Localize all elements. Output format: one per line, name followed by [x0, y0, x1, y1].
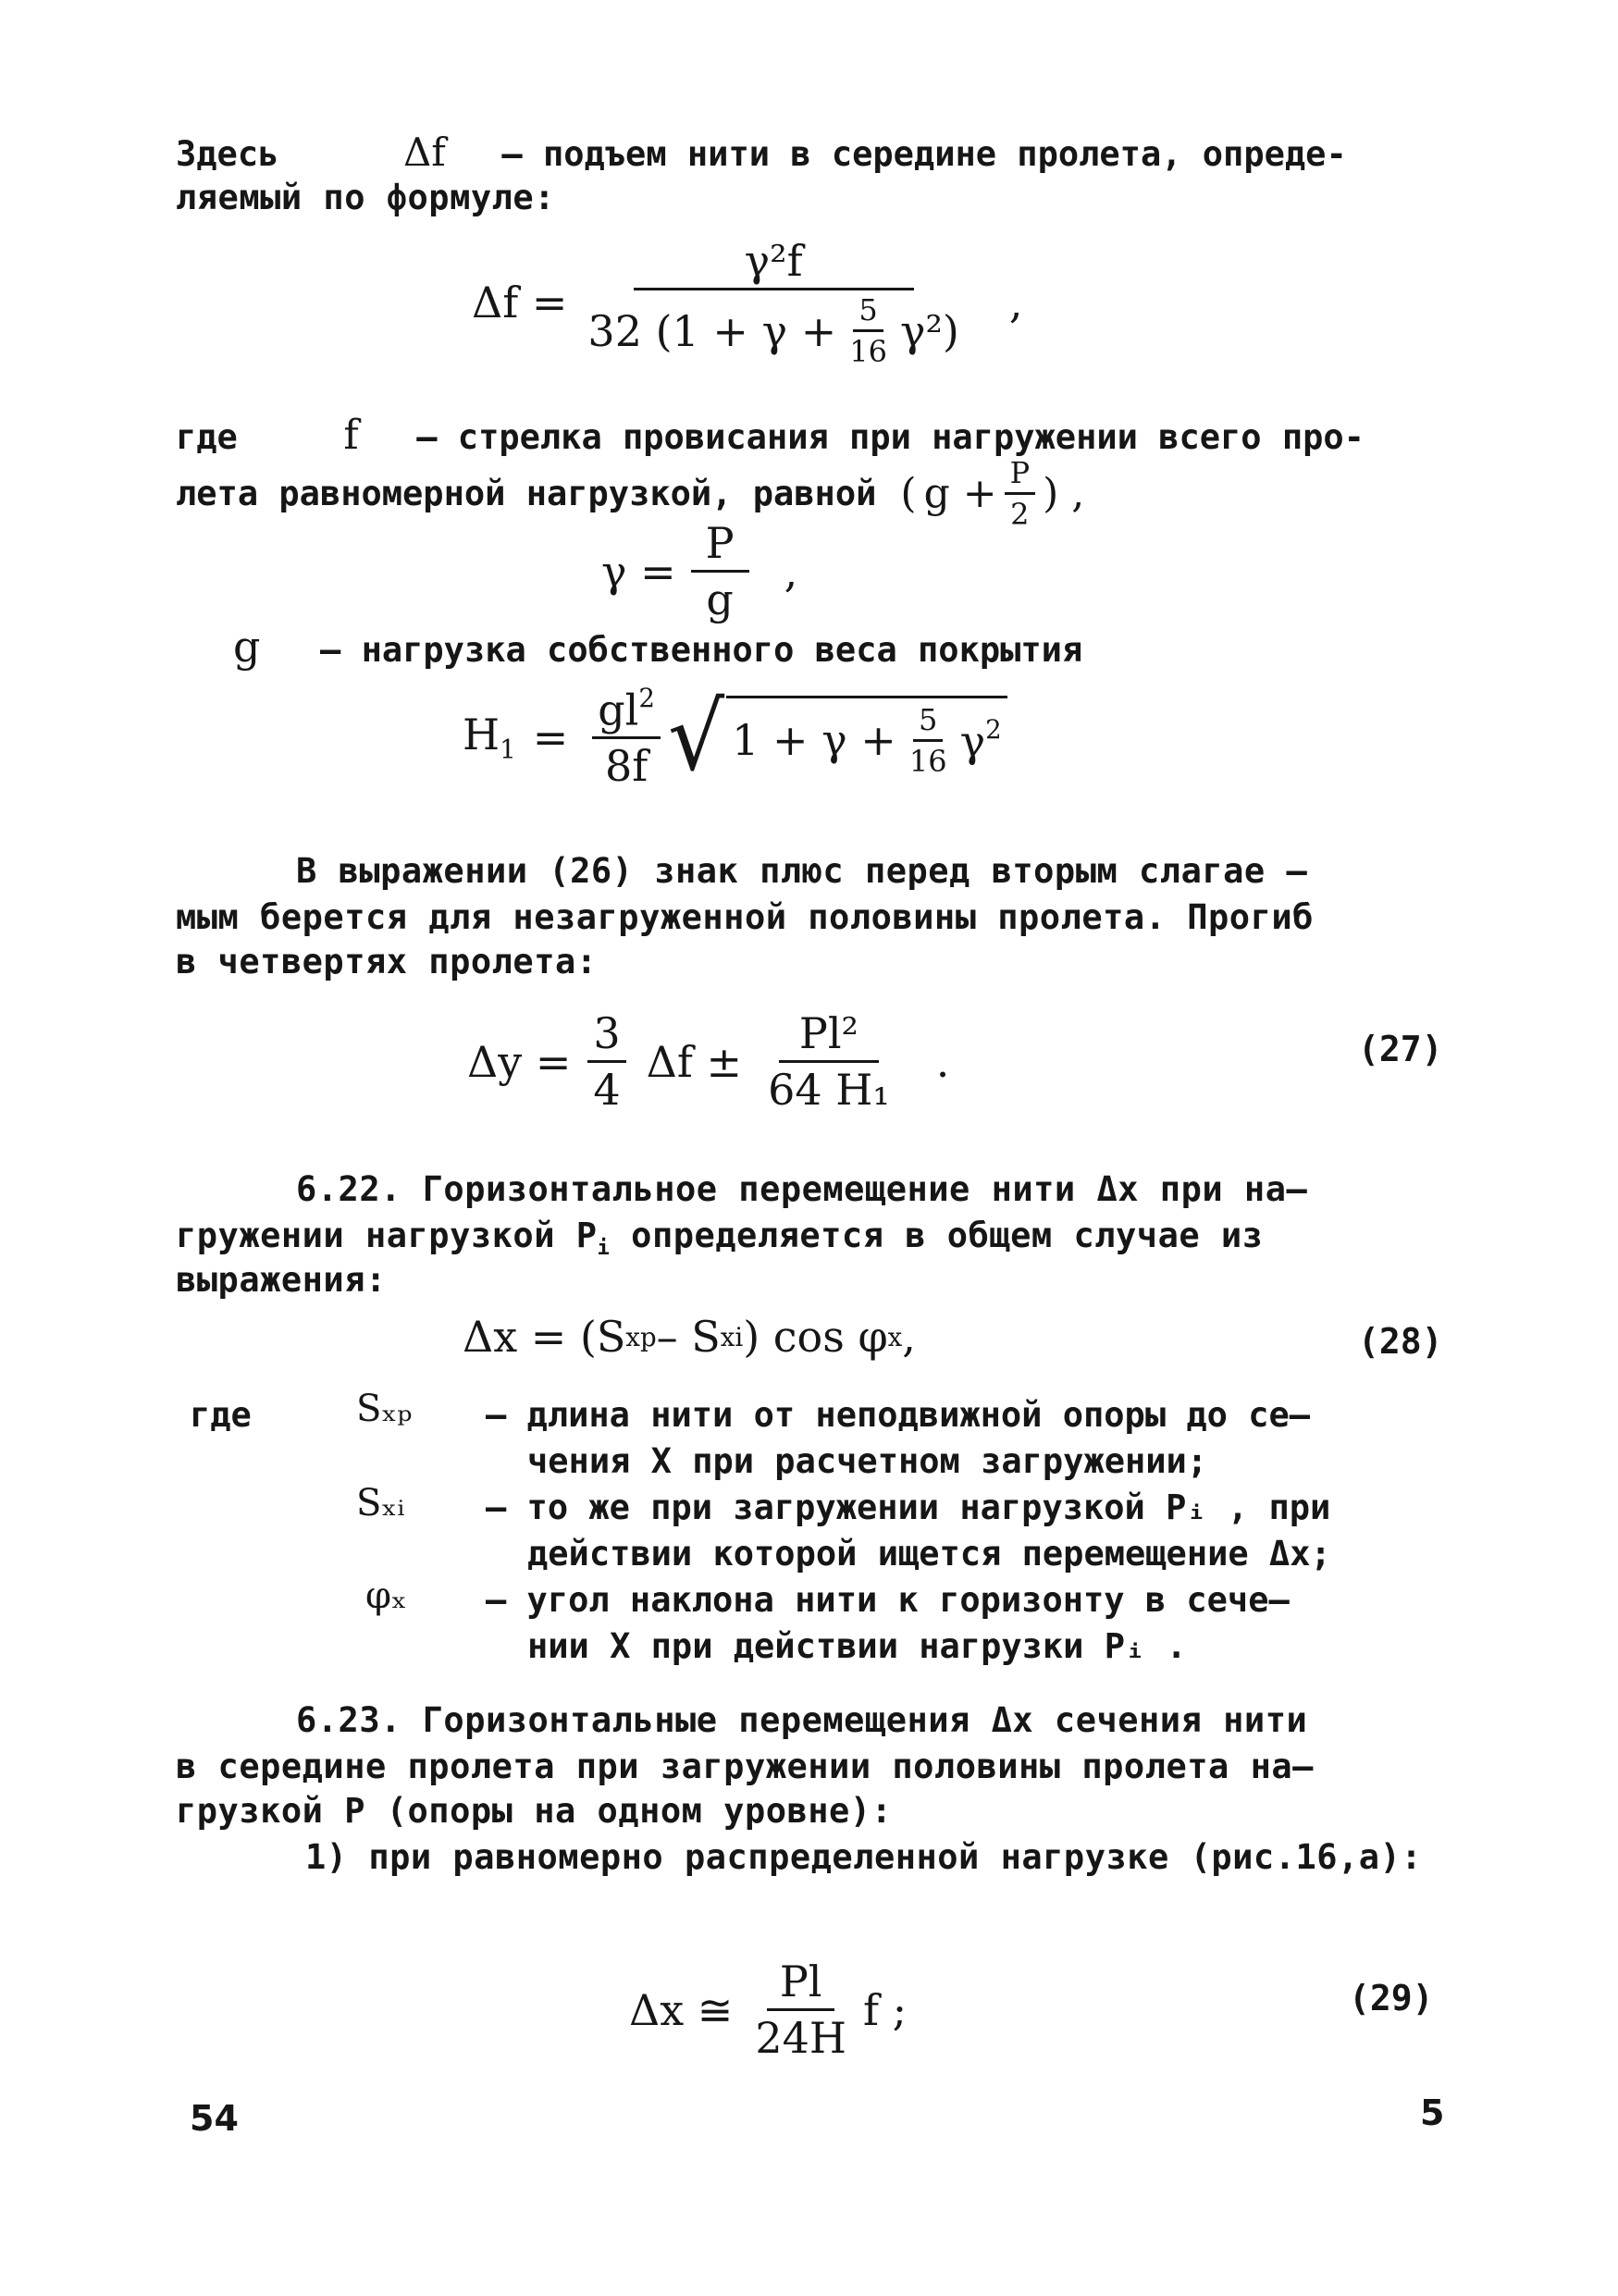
para5-line2 — [176, 1216, 1263, 1260]
formula-27-frac2-den: 64 H₁ — [768, 1065, 890, 1115]
formula-27-frac2-num: Pl² — [779, 1008, 879, 1063]
equation-number-28: (28) — [1358, 1321, 1443, 1362]
para2-load-frac-num: P — [1005, 455, 1036, 495]
para3-line — [233, 622, 1082, 672]
para3-text: – нагрузка собственного веса покрытия — [320, 630, 1083, 670]
def-text-sxp-line2: чения X при расчетном загружении; — [527, 1441, 1208, 1481]
formula-delta-f-den-a: 32 (1 + γ + — [587, 305, 837, 356]
para5-line2-b: определяется в общем случае из — [610, 1216, 1264, 1255]
def-symbol-sxp: Sₓₚ — [356, 1388, 413, 1430]
def-text-sxi-line2: действии которой ищется перемещение Δx; — [527, 1534, 1331, 1574]
para1-line1-text: – подъем нити в середине пролета, опреде- — [501, 134, 1347, 174]
formula-27-mid: Δf ± — [646, 1036, 743, 1087]
formula-h1-rad-frac — [904, 702, 953, 779]
formula-gamma — [601, 518, 797, 624]
formula-29-rhs: f ; — [862, 1984, 908, 2035]
formula-delta-f-tail: , — [1008, 278, 1023, 327]
def-text-sxp-line1: – длина нити от неподвижной опоры до се– — [486, 1395, 1311, 1435]
formula-delta-f-den-frac-den: 16 — [849, 334, 887, 369]
sqrt-icon: √ — [667, 682, 725, 792]
formula-28-tail: , — [902, 1312, 916, 1362]
formula-27-tail: . — [935, 1036, 950, 1087]
para2-load-g: g + — [923, 470, 997, 517]
equation-number-27: (27) — [1358, 1029, 1443, 1069]
formula-27-frac2 — [762, 1008, 895, 1115]
para5-line2-sub: i — [597, 1235, 611, 1260]
formula-h1-radicand — [726, 696, 1007, 779]
para2-load-expr — [900, 455, 1084, 532]
para5-line3: выражения: — [176, 1260, 387, 1300]
para3-symbol-g: g — [233, 622, 261, 672]
formula-delta-f-den-b: γ²) — [899, 305, 959, 356]
formula-h1 — [463, 683, 1007, 791]
formula-delta-f-den-frac-num: 5 — [853, 292, 883, 332]
formula-28-s1-sub: xp — [625, 1321, 657, 1352]
formula-delta-f-lhs: Δf = — [472, 278, 568, 327]
formula-delta-f-numerator: γ²f — [634, 236, 914, 290]
para2-line1-text: – стрелка провисания при нагружении всего про- — [416, 417, 1365, 457]
def-symbol-phix: φₓ — [365, 1574, 407, 1617]
formula-delta-f-den-frac — [844, 292, 893, 369]
delta-f-symbol: Δf — [402, 130, 446, 175]
formula-h1-lhs — [463, 710, 516, 765]
formula-gamma-num: P — [691, 518, 749, 573]
para1-word-here: Здесь — [176, 134, 279, 174]
para5-line2-a: гружении нагрузкой P — [176, 1216, 598, 1255]
para1-line2: ляемый по формуле: — [176, 178, 555, 217]
formula-delta-f-fraction — [582, 236, 964, 369]
para5-line1: 6.22. Горизонтальное перемещение нити Δx при на– — [296, 1169, 1308, 1209]
para4-line1: В выражении (26) знак плюс перед вторым слагае – — [296, 851, 1308, 891]
para2-symbol-f: f — [343, 412, 359, 459]
formula-h1-eq: = — [532, 711, 569, 762]
formula-29-fraction — [749, 1957, 852, 2063]
formula-gamma-lhs: γ = — [601, 546, 676, 597]
formula-h1-rad-a: 1 + γ + — [732, 715, 896, 766]
formula-h1-lhs-sub: 1 — [500, 734, 516, 765]
formula-29-num: Pl — [767, 1957, 835, 2011]
formula-29-den: 24H — [755, 2013, 846, 2063]
formula-h1-rad-b-sup: 2 — [985, 714, 1002, 745]
para1-line1 — [176, 130, 1347, 175]
para4-line3: в четвертях пролета: — [176, 942, 598, 981]
para6-line1: 6.23. Горизонтальные перемещения Δx сечения нити — [296, 1700, 1308, 1740]
para2-paren-close: ) , — [1043, 470, 1085, 517]
formula-28-s2-sub: xi — [720, 1321, 744, 1352]
formula-h1-rad-frac-den: 16 — [908, 743, 947, 779]
formula-28-phi-sub: x — [887, 1321, 903, 1352]
formula-gamma-fraction — [691, 518, 749, 624]
formula-delta-f — [472, 236, 1022, 369]
def-text-phix-line2: нии X при действии нагрузки Pᵢ . — [527, 1626, 1187, 1666]
def-text-phix-line1: – угол наклона нити к горизонту в сече– — [486, 1580, 1290, 1620]
para6-line3: грузкой P (опоры на одном уровне): — [176, 1791, 893, 1831]
formula-gamma-den: g — [706, 574, 734, 624]
formula-27-frac1-den: 4 — [593, 1065, 621, 1115]
para2-label: где — [176, 417, 238, 457]
page-number-right: 5 — [1420, 2092, 1445, 2133]
formula-27-lhs: Δy = — [467, 1036, 572, 1087]
formula-h1-den: 8f — [604, 741, 648, 792]
formula-h1-fraction — [592, 683, 661, 791]
formula-28-end: ) cos φ — [743, 1312, 888, 1362]
formula-h1-rad-frac-num: 5 — [913, 702, 943, 742]
para2-paren-open: ( — [900, 470, 917, 517]
defs-label: где — [190, 1395, 252, 1435]
formula-27-frac1 — [587, 1008, 625, 1115]
def-text-sxi-line1: – то же при загружении нагрузкой Pᵢ , при — [486, 1487, 1331, 1527]
formula-29-lhs: Δx ≅ — [629, 1984, 734, 2035]
formula-h1-sqrt — [667, 682, 1007, 792]
formula-27-frac1-num: 3 — [587, 1008, 625, 1063]
formula-h1-num — [592, 683, 661, 739]
formula-29 — [629, 1957, 907, 2063]
para4-line2: мым берется для незагруженной половины пролета. Прогиб — [176, 897, 1314, 937]
formula-28-a: Δx = (S — [463, 1312, 626, 1362]
formula-h1-rad-b-base: γ — [959, 716, 986, 767]
para6-line4: 1) при равномерно распределенной нагрузке (рис.16,а): — [305, 1837, 1423, 1877]
formula-27 — [467, 1008, 949, 1115]
para6-line2: в середине пролета при загружении половины пролета на– — [176, 1747, 1314, 1786]
para2-line2-text: лета равномерной нагрузкой, равной — [176, 474, 877, 513]
formula-h1-num-sup: 2 — [638, 683, 655, 713]
formula-delta-f-denominator — [582, 290, 964, 369]
page-number-left: 54 — [190, 2098, 239, 2139]
formula-28 — [463, 1312, 916, 1362]
equation-number-29: (29) — [1349, 1978, 1434, 2018]
formula-h1-num-base: gl — [598, 685, 639, 735]
para2-line1 — [176, 412, 1365, 459]
formula-gamma-tail: , — [784, 546, 798, 597]
para2-load-frac — [1005, 455, 1036, 532]
formula-28-mid: – S — [656, 1312, 721, 1362]
def-symbol-sxi: Sₓᵢ — [356, 1482, 405, 1524]
formula-h1-lhs-h: H — [463, 709, 500, 759]
formula-h1-rad-b — [960, 714, 1002, 766]
para2-load-frac-den: 2 — [1010, 497, 1030, 532]
